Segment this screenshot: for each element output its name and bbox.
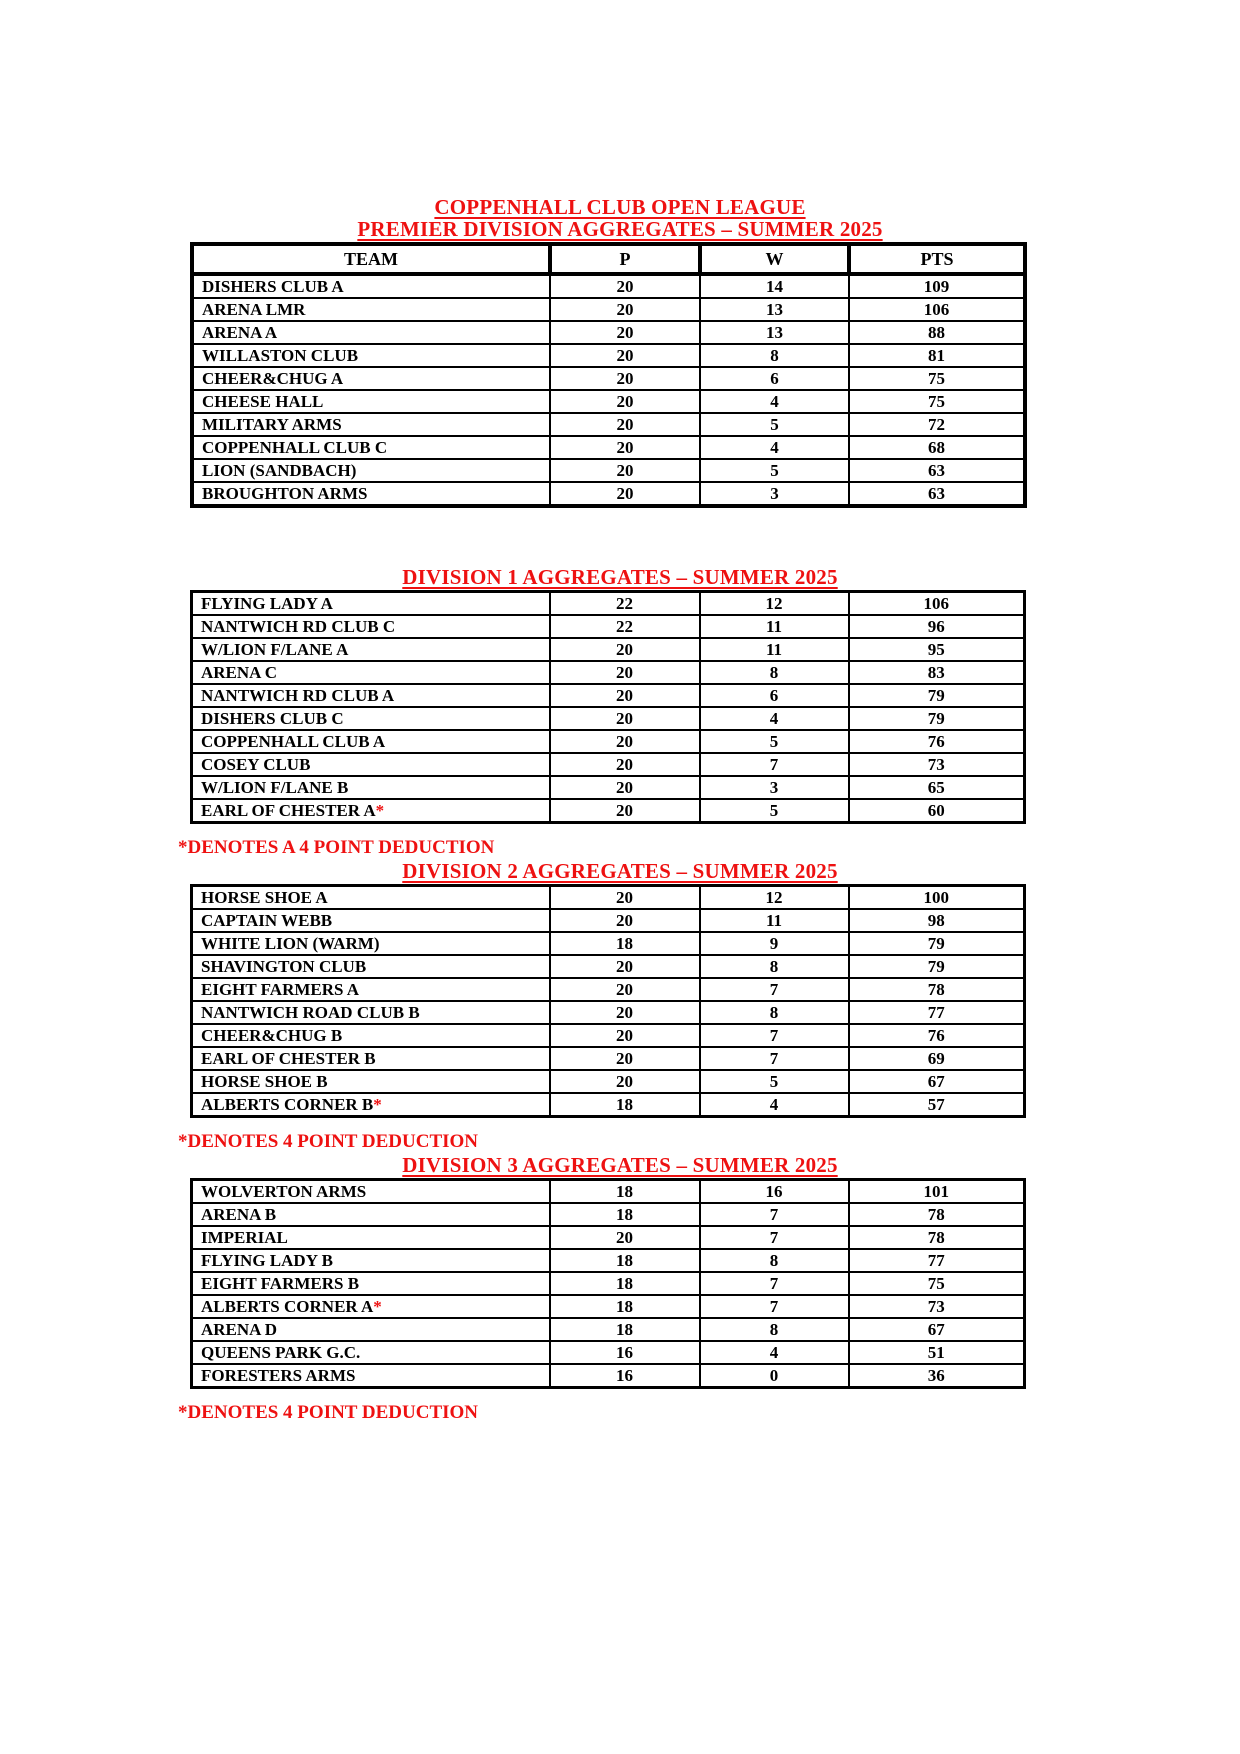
team-cell: HORSE SHOE B	[192, 1070, 550, 1093]
points-cell: 60	[849, 799, 1025, 823]
points-cell: 96	[849, 615, 1025, 638]
played-cell: 20	[550, 909, 700, 932]
points-cell: 73	[849, 1295, 1025, 1318]
team-cell: ARENA C	[192, 661, 550, 684]
table-row	[192, 932, 1025, 955]
wins-cell: 8	[700, 1249, 849, 1272]
column-header-w: W	[700, 244, 849, 274]
team-cell: W/LION F/LANE A	[192, 638, 550, 661]
wins-cell: 12	[700, 592, 849, 616]
league-table	[190, 242, 1027, 508]
table-row	[192, 1272, 1025, 1295]
table-row	[192, 1295, 1025, 1318]
table-row	[192, 1180, 1025, 1204]
points-cell: 75	[849, 1272, 1025, 1295]
table-row	[192, 390, 1025, 413]
wins-cell: 7	[700, 1226, 849, 1249]
played-cell: 20	[550, 1070, 700, 1093]
deduction-note: *DENOTES 4 POINT DEDUCTION	[178, 1131, 479, 1152]
table-row	[192, 799, 1025, 823]
table-row	[192, 482, 1025, 506]
team-cell: EARL OF CHESTER A*	[192, 799, 550, 823]
table-row	[192, 707, 1025, 730]
played-cell: 20	[550, 978, 700, 1001]
wins-cell: 0	[700, 1364, 849, 1388]
team-cell: ARENA A	[192, 321, 550, 344]
wins-cell: 13	[700, 298, 849, 321]
team-cell: SHAVINGTON CLUB	[192, 955, 550, 978]
points-cell: 76	[849, 1024, 1025, 1047]
table-row	[192, 1047, 1025, 1070]
table-row	[192, 661, 1025, 684]
points-cell: 77	[849, 1249, 1025, 1272]
points-cell: 77	[849, 1001, 1025, 1024]
team-cell: COPPENHALL CLUB C	[192, 436, 550, 459]
played-cell: 16	[550, 1364, 700, 1388]
team-cell: HORSE SHOE A	[192, 886, 550, 910]
team-cell: WHITE LION (WARM)	[192, 932, 550, 955]
wins-cell: 5	[700, 730, 849, 753]
played-cell: 20	[550, 886, 700, 910]
points-cell: 78	[849, 1226, 1025, 1249]
wins-cell: 4	[700, 1093, 849, 1117]
played-cell: 18	[550, 1318, 700, 1341]
team-cell: ARENA LMR	[192, 298, 550, 321]
played-cell: 20	[550, 321, 700, 344]
played-cell: 18	[550, 932, 700, 955]
deduction-asterisk: *	[373, 1095, 382, 1114]
division-heading: DIVISION 2 AGGREGATES – SUMMER 2025	[402, 859, 838, 883]
table-row	[192, 909, 1025, 932]
deduction-asterisk: *	[373, 1297, 382, 1316]
team-cell: ALBERTS CORNER B*	[192, 1093, 550, 1117]
points-cell: 68	[849, 436, 1025, 459]
division-section	[178, 218, 1062, 508]
team-cell: ARENA B	[192, 1203, 550, 1226]
table-row	[192, 1341, 1025, 1364]
table-row	[192, 753, 1025, 776]
header-row	[192, 244, 1025, 274]
points-cell: 106	[849, 298, 1025, 321]
table-row	[192, 1364, 1025, 1388]
division-heading: DIVISION 3 AGGREGATES – SUMMER 2025	[402, 1153, 838, 1177]
wins-cell: 4	[700, 1341, 849, 1364]
team-cell: LION (SANDBACH)	[192, 459, 550, 482]
played-cell: 20	[550, 730, 700, 753]
column-header-team: TEAM	[192, 244, 550, 274]
played-cell: 20	[550, 436, 700, 459]
wins-cell: 8	[700, 344, 849, 367]
column-header-pts: PTS	[849, 244, 1025, 274]
team-cell: CHEESE HALL	[192, 390, 550, 413]
played-cell: 18	[550, 1093, 700, 1117]
played-cell: 18	[550, 1203, 700, 1226]
table-row	[192, 638, 1025, 661]
team-cell: BROUGHTON ARMS	[192, 482, 550, 506]
played-cell: 20	[550, 684, 700, 707]
wins-cell: 11	[700, 615, 849, 638]
table-row	[192, 298, 1025, 321]
table-row	[192, 730, 1025, 753]
table-header	[192, 244, 1025, 274]
played-cell: 20	[550, 459, 700, 482]
table-row	[192, 459, 1025, 482]
table-row	[192, 436, 1025, 459]
played-cell: 20	[550, 367, 700, 390]
wins-cell: 8	[700, 661, 849, 684]
league-table	[190, 590, 1026, 824]
column-header-p: P	[550, 244, 700, 274]
division-section	[178, 860, 1062, 1152]
played-cell: 20	[550, 955, 700, 978]
points-cell: 88	[849, 321, 1025, 344]
table-row	[192, 1070, 1025, 1093]
table-row	[192, 274, 1025, 298]
wins-cell: 11	[700, 909, 849, 932]
points-cell: 69	[849, 1047, 1025, 1070]
points-cell: 98	[849, 909, 1025, 932]
played-cell: 20	[550, 1226, 700, 1249]
table-row	[192, 413, 1025, 436]
wins-cell: 4	[700, 390, 849, 413]
deduction-asterisk: *	[375, 801, 385, 820]
points-cell: 72	[849, 413, 1025, 436]
wins-cell: 11	[700, 638, 849, 661]
points-cell: 57	[849, 1093, 1025, 1117]
wins-cell: 5	[700, 459, 849, 482]
points-cell: 83	[849, 661, 1025, 684]
team-cell: FLYING LADY B	[192, 1249, 550, 1272]
points-cell: 65	[849, 776, 1025, 799]
played-cell: 20	[550, 390, 700, 413]
table-row	[192, 1203, 1025, 1226]
team-cell: NANTWICH RD CLUB C	[192, 615, 550, 638]
played-cell: 22	[550, 615, 700, 638]
team-cell: IMPERIAL	[192, 1226, 550, 1249]
team-cell: CHEER&CHUG B	[192, 1024, 550, 1047]
division-section	[178, 566, 1062, 858]
wins-cell: 7	[700, 1295, 849, 1318]
played-cell: 20	[550, 413, 700, 436]
wins-cell: 8	[700, 1318, 849, 1341]
played-cell: 20	[550, 776, 700, 799]
wins-cell: 8	[700, 1001, 849, 1024]
team-cell: QUEENS PARK G.C.	[192, 1341, 550, 1364]
table-row	[192, 684, 1025, 707]
wins-cell: 12	[700, 886, 849, 910]
points-cell: 67	[849, 1318, 1025, 1341]
wins-cell: 4	[700, 707, 849, 730]
division-section	[178, 1154, 1062, 1423]
played-cell: 20	[550, 799, 700, 823]
points-cell: 101	[849, 1180, 1025, 1204]
wins-cell: 7	[700, 1272, 849, 1295]
wins-cell: 3	[700, 482, 849, 506]
points-cell: 73	[849, 753, 1025, 776]
wins-cell: 6	[700, 367, 849, 390]
team-cell: COPPENHALL CLUB A	[192, 730, 550, 753]
played-cell: 20	[550, 344, 700, 367]
played-cell: 16	[550, 1341, 700, 1364]
team-cell: ARENA D	[192, 1318, 550, 1341]
played-cell: 20	[550, 1024, 700, 1047]
played-cell: 18	[550, 1295, 700, 1318]
table-row	[192, 776, 1025, 799]
played-cell: 20	[550, 753, 700, 776]
wins-cell: 13	[700, 321, 849, 344]
team-cell: W/LION F/LANE B	[192, 776, 550, 799]
team-cell: EIGHT FARMERS B	[192, 1272, 550, 1295]
wins-cell: 7	[700, 1203, 849, 1226]
points-cell: 63	[849, 482, 1025, 506]
table-row	[192, 321, 1025, 344]
points-cell: 109	[849, 274, 1025, 298]
team-cell: EIGHT FARMERS A	[192, 978, 550, 1001]
points-cell: 79	[849, 684, 1025, 707]
points-cell: 63	[849, 459, 1025, 482]
doc-title: COPPENHALL CLUB OPEN LEAGUE	[434, 195, 806, 219]
table-row	[192, 1093, 1025, 1117]
played-cell: 20	[550, 1047, 700, 1070]
played-cell: 20	[550, 274, 700, 298]
table-row	[192, 344, 1025, 367]
played-cell: 20	[550, 298, 700, 321]
deduction-note: *DENOTES 4 POINT DEDUCTION	[178, 1402, 479, 1423]
deduction-note: *DENOTES A 4 POINT DEDUCTION	[178, 837, 495, 858]
league-table	[190, 884, 1026, 1118]
table-row	[192, 615, 1025, 638]
points-cell: 78	[849, 1203, 1025, 1226]
team-cell: CAPTAIN WEBB	[192, 909, 550, 932]
played-cell: 20	[550, 707, 700, 730]
team-cell: CHEER&CHUG A	[192, 367, 550, 390]
team-cell: WOLVERTON ARMS	[192, 1180, 550, 1204]
points-cell: 95	[849, 638, 1025, 661]
points-cell: 106	[849, 592, 1025, 616]
team-cell: WILLASTON CLUB	[192, 344, 550, 367]
played-cell: 20	[550, 661, 700, 684]
table-row	[192, 1249, 1025, 1272]
team-cell: NANTWICH RD CLUB A	[192, 684, 550, 707]
wins-cell: 14	[700, 274, 849, 298]
played-cell: 22	[550, 592, 700, 616]
team-cell: FORESTERS ARMS	[192, 1364, 550, 1388]
wins-cell: 4	[700, 436, 849, 459]
played-cell: 18	[550, 1272, 700, 1295]
played-cell: 20	[550, 1001, 700, 1024]
points-cell: 79	[849, 707, 1025, 730]
table-row	[192, 1226, 1025, 1249]
wins-cell: 7	[700, 753, 849, 776]
wins-cell: 6	[700, 684, 849, 707]
wins-cell: 7	[700, 978, 849, 1001]
table-row	[192, 1001, 1025, 1024]
points-cell: 67	[849, 1070, 1025, 1093]
table-row	[192, 1318, 1025, 1341]
points-cell: 51	[849, 1341, 1025, 1364]
team-cell: ALBERTS CORNER A*	[192, 1295, 550, 1318]
division-heading: PREMIER DIVISION AGGREGATES – SUMMER 2025	[357, 217, 883, 241]
played-cell: 18	[550, 1249, 700, 1272]
points-cell: 75	[849, 367, 1025, 390]
points-cell: 79	[849, 955, 1025, 978]
points-cell: 78	[849, 978, 1025, 1001]
team-cell: COSEY CLUB	[192, 753, 550, 776]
played-cell: 20	[550, 638, 700, 661]
table-row	[192, 367, 1025, 390]
team-cell: DISHERS CLUB A	[192, 274, 550, 298]
team-cell: NANTWICH ROAD CLUB B	[192, 1001, 550, 1024]
points-cell: 36	[849, 1364, 1025, 1388]
wins-cell: 5	[700, 799, 849, 823]
division-heading: DIVISION 1 AGGREGATES – SUMMER 2025	[402, 565, 838, 589]
wins-cell: 7	[700, 1047, 849, 1070]
wins-cell: 3	[700, 776, 849, 799]
wins-cell: 8	[700, 955, 849, 978]
wins-cell: 7	[700, 1024, 849, 1047]
wins-cell: 9	[700, 932, 849, 955]
table-row	[192, 978, 1025, 1001]
sections-container	[178, 218, 1062, 1423]
points-cell: 76	[849, 730, 1025, 753]
table-row	[192, 1024, 1025, 1047]
played-cell: 20	[550, 482, 700, 506]
wins-cell: 16	[700, 1180, 849, 1204]
league-table	[190, 1178, 1026, 1389]
team-cell: DISHERS CLUB C	[192, 707, 550, 730]
wins-cell: 5	[700, 1070, 849, 1093]
points-cell: 75	[849, 390, 1025, 413]
points-cell: 81	[849, 344, 1025, 367]
points-cell: 79	[849, 932, 1025, 955]
table-row	[192, 886, 1025, 910]
wins-cell: 5	[700, 413, 849, 436]
team-cell: MILITARY ARMS	[192, 413, 550, 436]
table-row	[192, 592, 1025, 616]
document-content	[178, 196, 1062, 1425]
points-cell: 100	[849, 886, 1025, 910]
team-cell: FLYING LADY A	[192, 592, 550, 616]
played-cell: 18	[550, 1180, 700, 1204]
table-row	[192, 955, 1025, 978]
team-cell: EARL OF CHESTER B	[192, 1047, 550, 1070]
